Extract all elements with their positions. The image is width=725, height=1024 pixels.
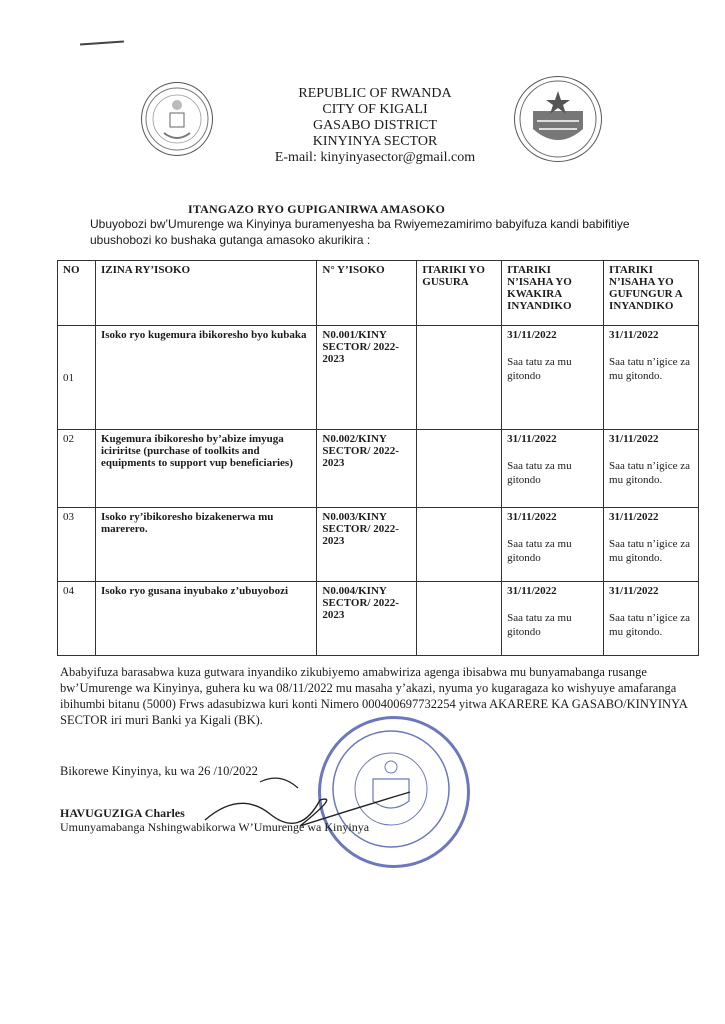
row-no: 02 [58, 430, 96, 508]
receive-date: 31/11/2022 [507, 511, 557, 523]
open-date: 31/11/2022 [609, 585, 659, 597]
col-header-visit: ITARIKI YO GUSURA [417, 261, 502, 326]
receive-time: Saa tatu za mu gitondo [507, 612, 572, 638]
open-cell [604, 582, 699, 656]
sector-line: KINYINYA SECTOR [312, 134, 438, 149]
email-line: E-mail: kinyinyasector@gmail.com [274, 150, 476, 165]
pen-mark [80, 40, 124, 45]
row-no: 04 [58, 582, 96, 656]
row-no: 01 [58, 326, 96, 430]
district-line: GASABO DISTRICT [312, 118, 438, 133]
open-cell [604, 508, 699, 582]
visit-date [417, 430, 502, 508]
receive-cell [502, 582, 604, 656]
col-header-name: IZINA RY’ISOKO [95, 261, 316, 326]
table-header-row [58, 261, 699, 326]
receive-date: 31/11/2022 [507, 433, 557, 445]
col-header-no: NO [58, 261, 96, 326]
tender-ref: N0.003/KINY SECTOR/ 2022-2023 [317, 508, 417, 582]
row-no: 03 [58, 508, 96, 582]
table-row [58, 326, 699, 430]
receive-cell [502, 326, 604, 430]
table-row [58, 430, 699, 508]
open-time: Saa tatu n’igice za mu gitondo. [609, 356, 690, 382]
signer-title: Umunyamabanga Nshingwabikorwa W’Umurenge wa Kinyinya [60, 820, 370, 834]
signer-name: HAVUGUZIGA Charles [60, 806, 185, 820]
notice-title: ITANGAZO RYO GUPIGANIRWA AMASOKO [188, 202, 446, 216]
open-date: 31/11/2022 [609, 433, 659, 445]
table-row [58, 582, 699, 656]
rwanda-coat-of-arms-icon [141, 82, 213, 156]
open-time: Saa tatu n’igice za mu gitondo. [609, 612, 690, 638]
visit-date [417, 508, 502, 582]
receive-cell [502, 430, 604, 508]
city-line: CITY OF KIGALI [322, 102, 428, 117]
country-line: REPUBLIC OF RWANDA [298, 86, 452, 101]
tender-ref: N0.004/KINY SECTOR/ 2022-2023 [317, 582, 417, 656]
notice-intro: Ubuyobozi bw’Umurenge wa Kinyinya buramenyesha ba Rwiyemezamirimo babyifuza kandi babifitiye ubushobozi ko bushaka gutanga amasoko akurikira : [90, 217, 630, 247]
tender-ref: N0.002/KINY SECTOR/ 2022-2023 [317, 430, 417, 508]
city-of-kigali-emblem-icon [514, 76, 602, 162]
closing-paragraph: Ababyifuza barasabwa kuza gutwara inyandiko zikubiyemo amabwiriza agenga ibisabwa mu bunyamabanga rusange bw’Umurenge wa Kinyinya, guhera ku wa 08/11/2022 mu masaha y’akazi, nyuma yo kugaragaza ko wishyuye amafaranga ibihumbi bitanu (5000) Frws adasubizwa kuri konti Nimero 000400697732254 yitwa AKARERE KA GASABO/KINYINYA SECTOR iri muri Banki ya Kigali (BK). [60, 665, 688, 727]
receive-date: 31/11/2022 [507, 329, 557, 341]
open-date: 31/11/2022 [609, 511, 659, 523]
tender-name: Isoko ry’ibikoresho bizakenerwa mu marerero. [95, 508, 316, 582]
tender-ref: N0.001/KINY SECTOR/ 2022-2023 [317, 326, 417, 430]
tender-name: Isoko ryo gusana inyubako z’ubuyobozi [95, 582, 316, 656]
receive-date: 31/11/2022 [507, 585, 557, 597]
tender-name: Isoko ryo kugemura ibikoresho byo kubaka [95, 326, 316, 430]
col-header-open: ITARIKI N’ISAHA YO GUFUNGUR A INYANDIKO [604, 261, 699, 326]
receive-cell [502, 508, 604, 582]
open-cell [604, 430, 699, 508]
receive-time: Saa tatu za mu gitondo [507, 460, 572, 486]
tender-name: Kugemura ibikoresho by’abize imyuga iciriritse (purchase of toolkits and equipments to support vup beneficiaries) [95, 430, 316, 508]
receive-time: Saa tatu za mu gitondo [507, 356, 572, 382]
open-cell [604, 326, 699, 430]
table-row [58, 508, 699, 582]
tender-table [57, 260, 699, 656]
visit-date [417, 582, 502, 656]
open-time: Saa tatu n’igice za mu gitondo. [609, 460, 690, 486]
letterhead [240, 86, 510, 166]
receive-time: Saa tatu za mu gitondo [507, 538, 572, 564]
visit-date [417, 326, 502, 430]
open-date: 31/11/2022 [609, 329, 659, 341]
col-header-receive: ITARIKI N’ISAHA YO KWAKIRA INYANDIKO [502, 261, 604, 326]
col-header-ref: N° Y’ISOKO [317, 261, 417, 326]
place-date: Bikorewe Kinyinya, ku wa 26 /10/2022 [60, 764, 258, 778]
open-time: Saa tatu n’igice za mu gitondo. [609, 538, 690, 564]
